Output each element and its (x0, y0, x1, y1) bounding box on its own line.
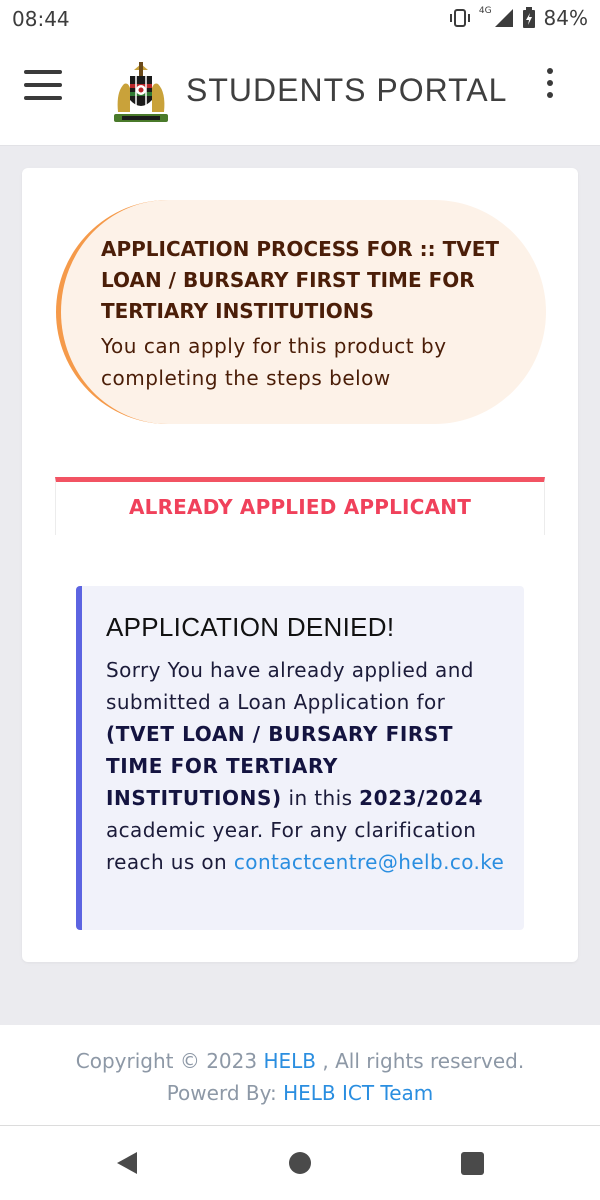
alert-title: APPLICATION DENIED! (106, 612, 395, 642)
application-process-subtitle: You can apply for this product by completing the steps below (101, 334, 447, 390)
battery-percent: 84% (543, 6, 588, 30)
home-icon[interactable] (289, 1152, 311, 1174)
application-process-title: APPLICATION PROCESS FOR :: TVET LOAN / BURSARY FIRST TIME FOR TERTIARY INSTITUTIONS (101, 237, 500, 323)
page-title: STUDENTS PORTAL (186, 72, 508, 108)
helb-ict-team-link[interactable]: HELB ICT Team (283, 1081, 434, 1105)
status-bar (0, 0, 600, 40)
tab-label: ALREADY APPLIED APPLICANT (128, 495, 472, 519)
coat-of-arms-logo (110, 62, 172, 126)
rights-text: , All rights reserved. (322, 1049, 525, 1073)
vibrate-icon (449, 8, 471, 28)
system-navigation-bar (0, 1125, 600, 1200)
alert-academic-year: 2023/2024 (359, 786, 484, 810)
application-process-banner (56, 200, 546, 424)
recent-apps-icon[interactable] (461, 1152, 484, 1175)
more-options-icon[interactable] (544, 68, 556, 98)
back-icon[interactable] (116, 1151, 138, 1175)
network-type-icon: 4G (478, 6, 492, 16)
status-time: 08:44 (12, 7, 70, 31)
alert-product-name: (TVET LOAN / BURSARY FIRST TIME FOR TERTIARY INSTITUTIONS) (106, 722, 454, 810)
battery-charging-icon (522, 7, 536, 29)
alert-text-1: Sorry You have already applied and submitted a Loan Application for (106, 658, 474, 714)
alert-message (106, 654, 516, 878)
powered-by-text: Powerd By: (166, 1081, 277, 1105)
app-header (0, 40, 600, 146)
contact-email-link[interactable]: contactcentre@helb.co.ke (233, 850, 505, 874)
alert-text-2: in this (288, 786, 353, 810)
status-icons (449, 6, 588, 30)
application-denied-alert (76, 586, 524, 930)
menu-icon[interactable] (24, 70, 62, 100)
tab-already-applied[interactable] (55, 477, 545, 535)
powered-by-line (0, 1077, 600, 1109)
page-footer (0, 1025, 600, 1125)
alert-text-3: academic year. For any clarification reach us on (106, 818, 477, 874)
helb-link[interactable]: HELB (263, 1049, 316, 1073)
copyright-line (0, 1045, 600, 1077)
signal-icon (494, 8, 514, 28)
copyright-text: Copyright © 2023 (75, 1049, 258, 1073)
content-card (22, 168, 578, 962)
